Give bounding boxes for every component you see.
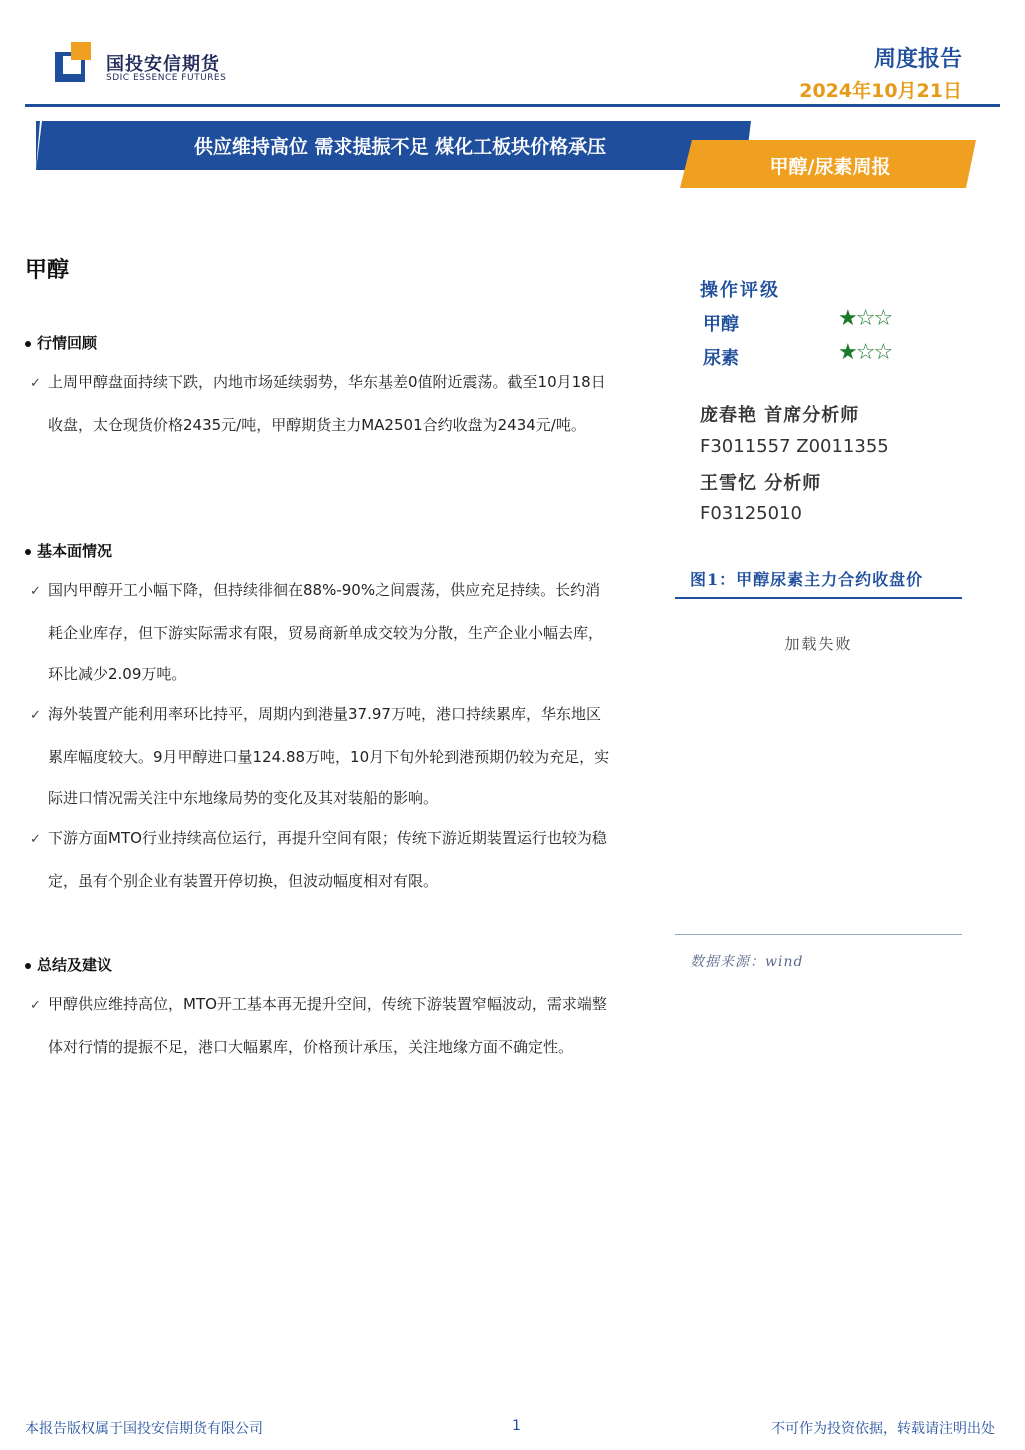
subheading-summary: 总结及建议	[25, 954, 112, 975]
star-rating-icon: ★☆☆	[838, 340, 892, 365]
list-item: ✓ 甲醇供应维持高位，MTO开工基本再无提升空间，传统下游装置窄幅波动，需求端整体对行情的提振不足，港口大幅累库，价格预计承压，关注地缘方面不确定性。	[25, 984, 610, 1068]
analyst-license: F3011557 Z0011355	[700, 436, 889, 457]
analyst-name: 庞春艳 首席分析师	[700, 405, 860, 426]
figure-title: 图1：甲醇尿素主力合约收盘价	[690, 570, 924, 589]
rating-name-urea: 尿素	[703, 348, 739, 369]
subheading-fundamentals: 基本面情况	[25, 540, 112, 561]
list-item: ✓ 上周甲醇盘面持续下跌，内地市场延续弱势，华东基差0值附近震荡。截至10月18日收盘，太仓现货价格2435元/吨，甲醇期货主力MA2501合约收盘为2434元/吨。	[25, 362, 610, 446]
rating-name-methanol: 甲醇	[703, 314, 739, 335]
list-item: ✓ 海外装置产能利用率环比持平，周期内到港量37.97万吨，港口持续累库，华东地区累库幅度较大。9月甲醇进口量124.88万吨，10月下旬外轮到港预期仍较为充足，实际进口情况需关注中东地缘局势的变化及其对装船的影响。	[25, 694, 610, 820]
figure-divider	[675, 597, 962, 599]
check-icon: ✓	[30, 584, 41, 599]
check-icon: ✓	[30, 708, 41, 723]
subheading-market-review: 行情回顾	[25, 332, 97, 353]
rating-heading: 操作评级	[700, 280, 780, 301]
list-item: ✓ 下游方面MTO行业持续高位运行，再提升空间有限；传统下游近期装置运行也较为稳定，虽有个别企业有装置开停切换，但波动幅度相对有限。	[25, 818, 610, 902]
analyst-name: 王雪忆 分析师	[700, 473, 822, 494]
footer-disclaimer: 不可作为投资依据，转载请注明出处	[771, 1421, 995, 1437]
logo-subtext: SDIC ESSENCE FUTURES	[106, 73, 227, 83]
star-rating-icon: ★☆☆	[838, 306, 892, 331]
figure-load-failed: 加载失败	[784, 635, 853, 653]
section-title: 甲醇	[25, 258, 70, 283]
report-title: 供应维持高位 需求提振不足 煤化工板块价格承压	[193, 136, 607, 158]
report-type: 周度报告	[873, 47, 962, 72]
check-icon: ✓	[30, 998, 41, 1013]
header-divider	[25, 104, 1000, 107]
page-number: 1	[512, 1418, 521, 1434]
check-icon: ✓	[30, 376, 41, 391]
check-icon: ✓	[30, 832, 41, 847]
analyst-license: F03125010	[700, 503, 802, 524]
figure-divider	[675, 934, 962, 935]
logo-icon	[55, 42, 97, 84]
report-date: 2024年10月21日	[799, 80, 962, 102]
list-item: ✓ 国内甲醇开工小幅下降，但持续徘徊在88%-90%之间震荡，供应充足持续。长约消耗企业库存，但下游实际需求有限，贸易商新单成交较为分散，生产企业小幅去库，环比减少2.09万吨。	[25, 570, 610, 696]
report-tag-label: 甲醇/尿素周报	[769, 156, 891, 178]
bullet-icon	[25, 963, 31, 969]
footer-copyright: 本报告版权属于国投安信期货有限公司	[25, 1421, 263, 1437]
bullet-icon	[25, 549, 31, 555]
bullet-icon	[25, 341, 31, 347]
figure-source: 数据来源：wind	[690, 954, 804, 970]
logo-text: 国投安信期货	[106, 54, 220, 75]
